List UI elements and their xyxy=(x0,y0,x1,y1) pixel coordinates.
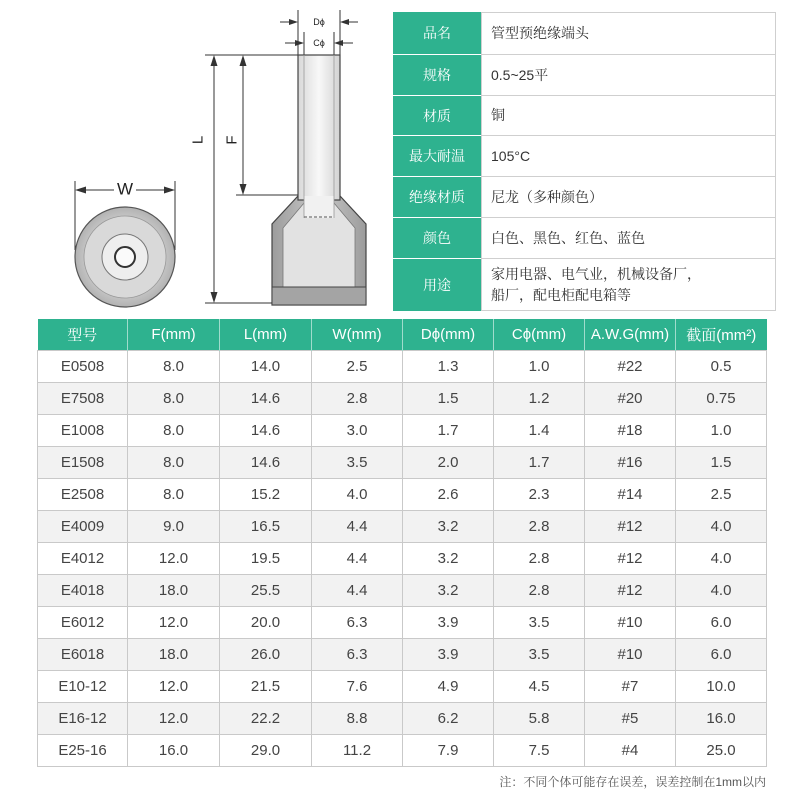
spec-row-colors xyxy=(393,218,776,259)
d-arrow-right-head xyxy=(340,19,349,25)
c-arrow-right-head xyxy=(334,40,343,46)
header-row xyxy=(38,319,767,351)
end-bore xyxy=(115,247,135,267)
table-cell: 2.8 xyxy=(494,575,585,607)
table-cell: 12.0 xyxy=(128,607,220,639)
spec-value xyxy=(481,12,776,55)
table-cell: 16.0 xyxy=(128,735,220,767)
model-cell: E10-12 xyxy=(38,671,128,703)
table-cell: 4.0 xyxy=(676,511,767,543)
table-cell: 3.5 xyxy=(312,447,403,479)
table-cell: 2.3 xyxy=(494,479,585,511)
column-header: W(mm) xyxy=(312,319,403,351)
table-cell: 14.6 xyxy=(220,383,312,415)
spec-value-text: 105°C xyxy=(491,147,531,164)
dim-label-f: F xyxy=(223,135,241,145)
table-cell: 4.0 xyxy=(676,575,767,607)
table-cell: 4.9 xyxy=(403,671,494,703)
table-cell: 2.8 xyxy=(494,543,585,575)
spec-value xyxy=(481,55,776,96)
spec-label: 颜色 xyxy=(393,218,481,259)
table-cell: 3.5 xyxy=(494,639,585,671)
table-cell: 4.0 xyxy=(676,543,767,575)
table-cell: 0.5 xyxy=(676,351,767,383)
table-cell: 1.5 xyxy=(676,447,767,479)
table-cell: 8.8 xyxy=(312,703,403,735)
dim-label-w: W xyxy=(116,179,134,199)
side-view xyxy=(272,10,366,305)
column-header: L(mm) xyxy=(220,319,312,351)
spec-label: 用途 xyxy=(393,259,481,311)
table-cell: 4.4 xyxy=(312,511,403,543)
model-cell: E25-16 xyxy=(38,735,128,767)
footnote: 注：不同个体可能存在误差，误差控制在1mm以内 xyxy=(499,775,766,789)
table-cell: 3.2 xyxy=(403,511,494,543)
l-arrow-bottom xyxy=(211,292,218,303)
spec-value-text: 白色、黑色、红色、蓝色 xyxy=(491,229,645,246)
dim-label-d: Dϕ xyxy=(313,17,325,27)
table-cell: #10 xyxy=(585,607,676,639)
spec-row-size-range xyxy=(393,55,776,96)
model-cell: E4012 xyxy=(38,543,128,575)
dimension-f xyxy=(224,55,299,195)
table-cell: 16.5 xyxy=(220,511,312,543)
table-cell: 2.8 xyxy=(312,383,403,415)
table-cell: 7.9 xyxy=(403,735,494,767)
spec-label: 材质 xyxy=(393,96,481,136)
spec-table xyxy=(393,12,776,311)
f-arrow-top xyxy=(240,55,247,66)
model-cell: E4009 xyxy=(38,511,128,543)
table-cell: 1.0 xyxy=(494,351,585,383)
table-cell: 0.75 xyxy=(676,383,767,415)
table-cell: 8.0 xyxy=(128,479,220,511)
table-cell: 20.0 xyxy=(220,607,312,639)
table-row xyxy=(38,735,767,767)
spec-value xyxy=(481,218,776,259)
table-cell: 11.2 xyxy=(312,735,403,767)
table-cell: 6.3 xyxy=(312,607,403,639)
table-cell: 1.2 xyxy=(494,383,585,415)
table-cell: 6.2 xyxy=(403,703,494,735)
model-cell: E4018 xyxy=(38,575,128,607)
table-cell: #12 xyxy=(585,511,676,543)
spec-value-text: 管型预绝缘端头 xyxy=(491,25,589,41)
table-cell: 18.0 xyxy=(128,639,220,671)
table-row xyxy=(38,703,767,735)
model-cell: E0508 xyxy=(38,351,128,383)
table-cell: 15.2 xyxy=(220,479,312,511)
table-cell: 2.5 xyxy=(676,479,767,511)
table-row xyxy=(38,639,767,671)
dimension-c xyxy=(285,38,353,48)
table-cell: 6.0 xyxy=(676,607,767,639)
spec-label: 规格 xyxy=(393,55,481,96)
spec-row-insulation xyxy=(393,177,776,218)
spec-row-usage xyxy=(393,259,776,311)
dim-label-l: L xyxy=(189,135,207,145)
spec-value-text: 0.5~25平 xyxy=(491,66,549,83)
table-cell: #12 xyxy=(585,543,676,575)
table-cell: 29.0 xyxy=(220,735,312,767)
model-cell: E7508 xyxy=(38,383,128,415)
spec-value-text: 船厂，配电柜配电箱等 xyxy=(491,286,631,303)
table-cell: 1.7 xyxy=(494,447,585,479)
table-cell: 18.0 xyxy=(128,575,220,607)
spec-label: 最大耐温 xyxy=(393,136,481,177)
model-cell: E1008 xyxy=(38,415,128,447)
table-cell: 4.0 xyxy=(312,479,403,511)
spec-value xyxy=(481,259,776,311)
table-cell: 14.0 xyxy=(220,351,312,383)
table-cell: #10 xyxy=(585,639,676,671)
metal-tube-inner xyxy=(304,196,334,218)
column-header: F(mm) xyxy=(128,319,220,351)
table-cell: #14 xyxy=(585,479,676,511)
model-cell: E16-12 xyxy=(38,703,128,735)
model-cell: E6018 xyxy=(38,639,128,671)
table-cell: 8.0 xyxy=(128,351,220,383)
table-header xyxy=(38,319,767,351)
model-cell: E1508 xyxy=(38,447,128,479)
table-cell: 5.8 xyxy=(494,703,585,735)
table-cell: 4.4 xyxy=(312,543,403,575)
table-cell: 22.2 xyxy=(220,703,312,735)
table-cell: 26.0 xyxy=(220,639,312,671)
table-cell: 12.0 xyxy=(128,671,220,703)
table-cell: 1.7 xyxy=(403,415,494,447)
table-row xyxy=(38,575,767,607)
table-cell: 2.0 xyxy=(403,447,494,479)
table-cell: 14.6 xyxy=(220,415,312,447)
table-row xyxy=(38,671,767,703)
table-cell: #22 xyxy=(585,351,676,383)
table-cell: 6.0 xyxy=(676,639,767,671)
table-row xyxy=(38,607,767,639)
table-cell: 14.6 xyxy=(220,447,312,479)
table-row xyxy=(38,447,767,479)
column-header: 型号 xyxy=(38,319,128,351)
spec-row-max-temperature xyxy=(393,136,776,177)
dimension-table xyxy=(37,319,767,767)
table-cell: 2.8 xyxy=(494,511,585,543)
table-cell: #18 xyxy=(585,415,676,447)
table-cell: 3.2 xyxy=(403,575,494,607)
d-arrow-left-head xyxy=(289,19,298,25)
table-cell: 7.6 xyxy=(312,671,403,703)
table-cell: 8.0 xyxy=(128,415,220,447)
table-cell: 3.5 xyxy=(494,607,585,639)
table-cell: 10.0 xyxy=(676,671,767,703)
spec-value xyxy=(481,136,776,177)
table-cell: 4.4 xyxy=(312,575,403,607)
table-cell: 3.9 xyxy=(403,607,494,639)
table-cell: 1.0 xyxy=(676,415,767,447)
model-cell: E6012 xyxy=(38,607,128,639)
column-header: Cϕ(mm) xyxy=(494,319,585,351)
table-row xyxy=(38,511,767,543)
table-row xyxy=(38,479,767,511)
table-cell: 1.5 xyxy=(403,383,494,415)
dimension-d xyxy=(280,17,358,27)
table-cell: #5 xyxy=(585,703,676,735)
table-cell: 1.4 xyxy=(494,415,585,447)
table-cell: 3.0 xyxy=(312,415,403,447)
column-header: A.W.G(mm) xyxy=(585,319,676,351)
column-header: Dϕ(mm) xyxy=(403,319,494,351)
table-cell: #4 xyxy=(585,735,676,767)
table-cell: 25.0 xyxy=(676,735,767,767)
spec-value-text: 家用电器、电气业，机械设备厂， xyxy=(491,265,701,282)
l-arrow-top xyxy=(211,55,218,66)
w-arrow-right xyxy=(164,187,175,194)
spec-label: 品名 xyxy=(393,12,481,55)
model-cell: E2508 xyxy=(38,479,128,511)
table-body xyxy=(38,351,767,767)
table-cell: 1.3 xyxy=(403,351,494,383)
table-cell: #12 xyxy=(585,575,676,607)
collar-bottom-band xyxy=(272,287,366,305)
spec-label: 绝缘材质 xyxy=(393,177,481,218)
table-cell: 21.5 xyxy=(220,671,312,703)
table-cell: 3.2 xyxy=(403,543,494,575)
table-cell: 8.0 xyxy=(128,383,220,415)
table-cell: 25.5 xyxy=(220,575,312,607)
table-cell: 3.9 xyxy=(403,639,494,671)
f-arrow-bottom xyxy=(240,184,247,195)
w-arrow-left xyxy=(75,187,86,194)
spec-value xyxy=(481,177,776,218)
table-cell: #20 xyxy=(585,383,676,415)
table-cell: 19.5 xyxy=(220,543,312,575)
table-row xyxy=(38,383,767,415)
table-cell: 12.0 xyxy=(128,703,220,735)
table-cell: #7 xyxy=(585,671,676,703)
spec-value-text: 尼龙（多种颜色） xyxy=(491,188,603,205)
table-cell: 16.0 xyxy=(676,703,767,735)
table-cell: 4.5 xyxy=(494,671,585,703)
table-cell: 7.5 xyxy=(494,735,585,767)
table-cell: 9.0 xyxy=(128,511,220,543)
end-view xyxy=(75,180,175,308)
table-cell: 8.0 xyxy=(128,447,220,479)
dim-label-c: Cϕ xyxy=(313,38,325,48)
spec-row-product-name xyxy=(393,12,776,55)
spec-row-material xyxy=(393,96,776,136)
table-row xyxy=(38,543,767,575)
table-cell: 6.3 xyxy=(312,639,403,671)
spec-value-text: 铜 xyxy=(491,107,505,123)
table-cell: #16 xyxy=(585,447,676,479)
table-cell: 2.6 xyxy=(403,479,494,511)
table-cell: 2.5 xyxy=(312,351,403,383)
c-arrow-left-head xyxy=(295,40,304,46)
table-row xyxy=(38,415,767,447)
table-row xyxy=(38,351,767,383)
column-header: 截面(mm²) xyxy=(676,319,767,351)
spec-value xyxy=(481,96,776,136)
table-cell: 12.0 xyxy=(128,543,220,575)
terminal-drawing xyxy=(0,0,390,318)
